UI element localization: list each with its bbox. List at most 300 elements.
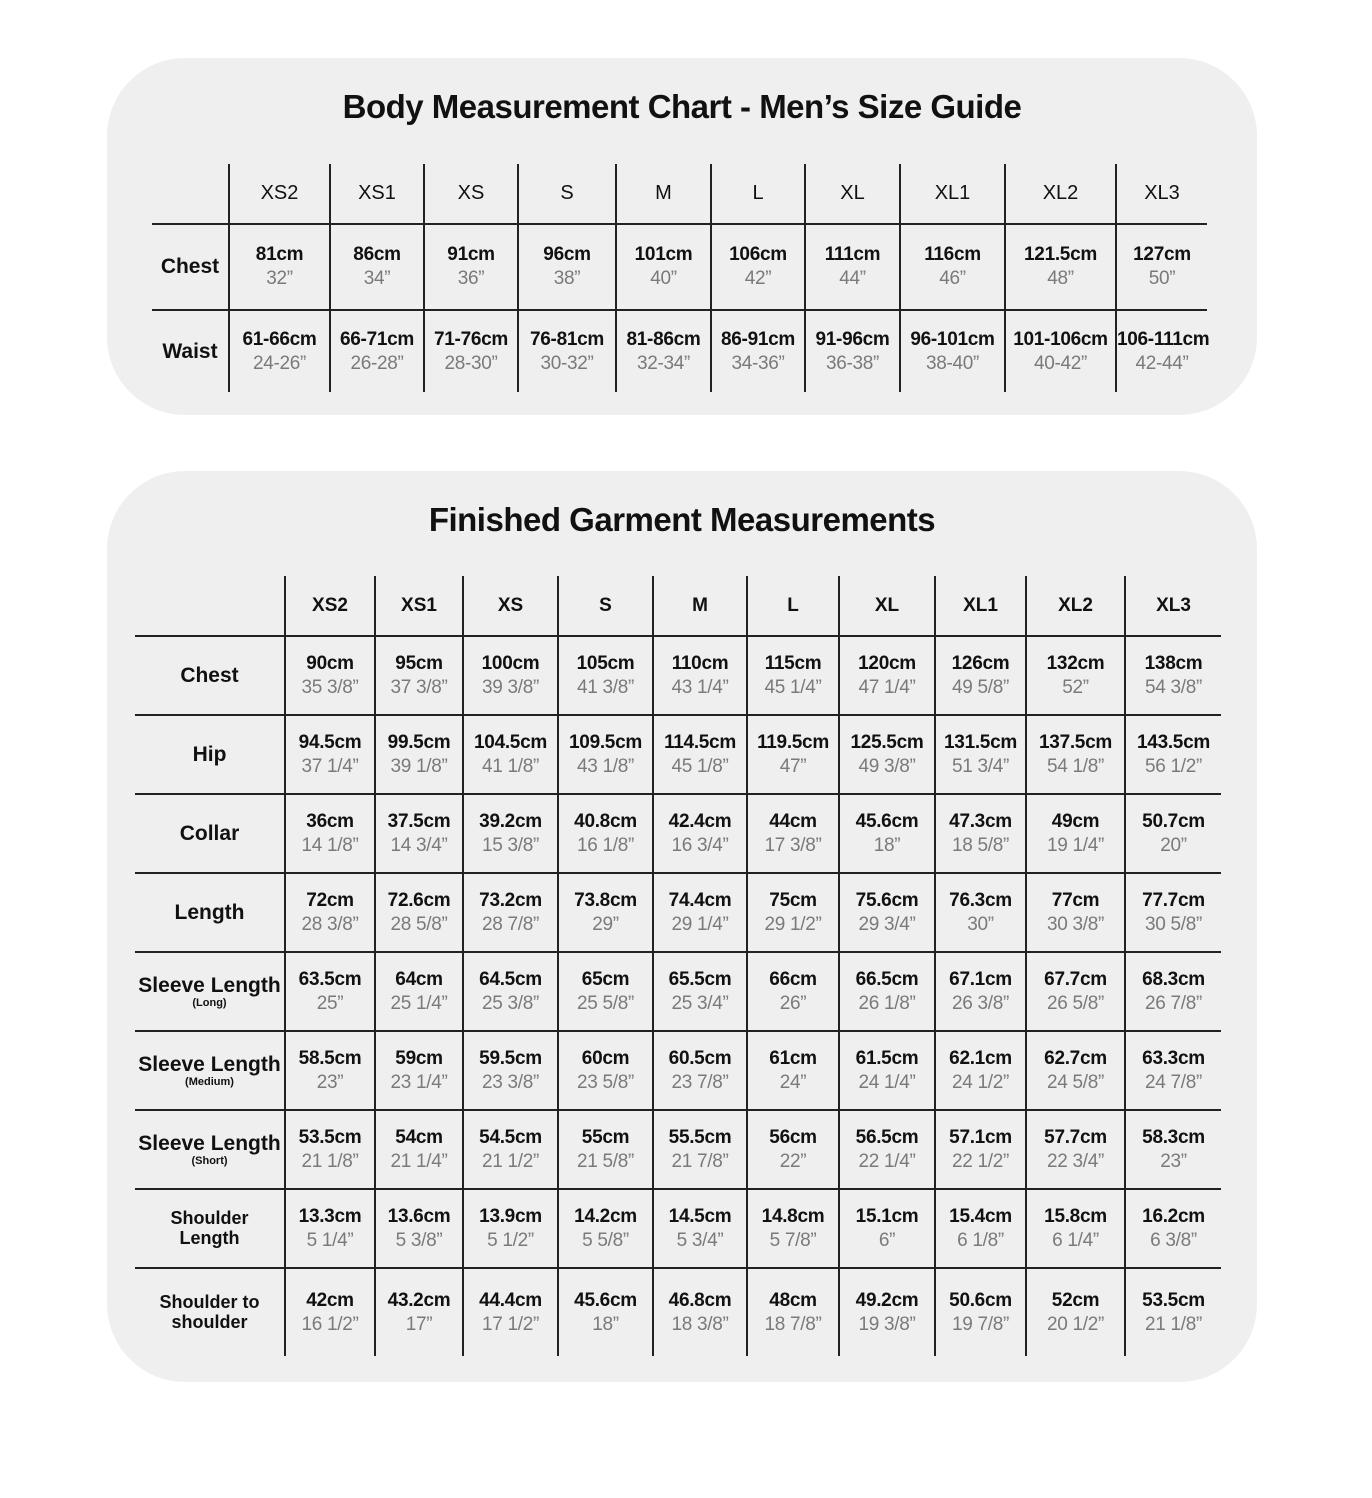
inch-value: 5 1/4” [306, 1229, 354, 1251]
inch-value: 18 3/8” [671, 1313, 729, 1335]
row-label-text: Sleeve Length [138, 1131, 281, 1155]
inch-value: 21 1/4” [390, 1150, 448, 1172]
measurement-cell [375, 715, 463, 794]
measurement-cell [935, 1110, 1026, 1189]
size-header-s: S [558, 576, 653, 636]
measurement-cell [1026, 715, 1125, 794]
cm-value: 90cm [306, 652, 354, 674]
cm-value: 137.5cm [1039, 731, 1112, 753]
measurement-cell [375, 952, 463, 1031]
cm-value: 48cm [769, 1289, 817, 1311]
inch-value: 23” [316, 1071, 344, 1093]
inch-value: 40-42” [1033, 352, 1088, 374]
inch-value: 14 3/4” [390, 834, 448, 856]
row-sublabel: (Medium) [185, 1076, 234, 1089]
cm-value: 73.2cm [479, 889, 542, 911]
inch-value: 21 7/8” [671, 1150, 729, 1172]
table-row [135, 794, 1221, 873]
measurement-cell [1026, 794, 1125, 873]
table-row [135, 1189, 1221, 1268]
cm-value: 109.5cm [569, 731, 642, 753]
cm-value: 96-101cm [910, 328, 995, 350]
cm-value: 57.7cm [1044, 1126, 1107, 1148]
measurement-cell [1125, 1031, 1221, 1110]
inch-value: 36” [457, 268, 485, 289]
inch-value: 30-32” [540, 352, 594, 374]
size-header-xl2: XL2 [1005, 164, 1116, 224]
cm-value: 62.1cm [949, 1047, 1012, 1069]
measurement-cell [424, 310, 518, 392]
cm-value: 46.8cm [668, 1289, 732, 1311]
inch-value: 49 5/8” [951, 676, 1010, 698]
table-row [135, 1268, 1221, 1356]
cm-value: 45.6cm [855, 810, 919, 832]
row-label [152, 224, 229, 310]
inch-value: 26 5/8” [1046, 992, 1105, 1014]
measurement-cell [747, 1110, 839, 1189]
inch-value: 23 3/8” [481, 1071, 540, 1093]
measurement-cell [653, 952, 747, 1031]
measurement-cell [375, 1031, 463, 1110]
cm-value: 126cm [951, 652, 1010, 674]
inch-value: 46” [939, 268, 966, 289]
measurement-cell [558, 1110, 653, 1189]
cm-value: 58.3cm [1142, 1126, 1205, 1148]
measurement-cell [653, 794, 747, 873]
size-header-xl: XL [805, 164, 900, 224]
cm-value: 62.7cm [1044, 1047, 1107, 1069]
measurement-cell [935, 794, 1026, 873]
cm-value: 16.2cm [1142, 1205, 1205, 1227]
measurement-cell [285, 636, 375, 715]
body-chart-title: Body Measurement Chart - Men’s Size Guide [342, 88, 1022, 125]
row-label-text: Sleeve Length [138, 1052, 281, 1076]
inch-value: 52” [1062, 676, 1089, 698]
measurement-cell [1026, 873, 1125, 952]
row-label [135, 873, 285, 952]
inch-value: 24 7/8” [1144, 1071, 1203, 1093]
cm-value: 14.2cm [574, 1205, 637, 1227]
inch-value: 18” [873, 834, 901, 856]
measurement-cell [285, 715, 375, 794]
inch-value: 16 1/2” [301, 1313, 359, 1335]
inch-value: 23 7/8” [671, 1071, 729, 1093]
measurement-cell [558, 1031, 653, 1110]
inch-value: 22 1/4” [858, 1150, 916, 1172]
measurement-cell [805, 224, 900, 310]
table-row [152, 224, 1207, 310]
cm-value: 58.5cm [298, 1047, 362, 1069]
inch-value: 22 1/2” [951, 1150, 1010, 1172]
measurement-cell [653, 1110, 747, 1189]
measurement-cell [463, 952, 558, 1031]
cm-value: 99.5cm [387, 731, 451, 753]
inch-value: 30” [967, 913, 994, 935]
cm-value: 55.5cm [668, 1126, 732, 1148]
row-label [135, 636, 285, 715]
inch-value: 45 1/4” [764, 676, 822, 698]
row-label-text: Shoulder [170, 1207, 249, 1228]
cm-value: 106cm [729, 244, 787, 265]
cm-value: 95cm [395, 652, 443, 674]
cm-value: 116cm [924, 244, 981, 265]
cm-value: 44.4cm [479, 1289, 542, 1311]
table-corner [135, 576, 285, 636]
measurement-cell [558, 1268, 653, 1356]
inch-value: 25 5/8” [576, 992, 635, 1014]
measurement-cell [900, 310, 1005, 392]
inch-value: 44” [839, 268, 866, 289]
inch-value: 26” [779, 992, 807, 1014]
cm-value: 42.4cm [668, 810, 732, 832]
inch-value: 21 5/8” [576, 1150, 635, 1172]
measurement-cell [1005, 310, 1116, 392]
measurement-cell [747, 952, 839, 1031]
inch-value: 26 3/8” [951, 992, 1010, 1014]
inch-value: 24 1/2” [951, 1071, 1010, 1093]
row-label-text-line2: Length [179, 1227, 240, 1248]
inch-value: 22 3/4” [1046, 1150, 1105, 1172]
inch-value: 47 1/4” [858, 676, 916, 698]
inch-value: 47” [779, 755, 807, 777]
measurement-cell [839, 1189, 935, 1268]
cm-value: 60cm [581, 1047, 630, 1069]
measurement-cell [463, 715, 558, 794]
cm-value: 64.5cm [479, 968, 542, 990]
inch-value: 49 3/8” [858, 755, 916, 777]
size-header-xs1: XS1 [330, 164, 424, 224]
row-label-text: Length [174, 900, 245, 924]
measurement-cell [747, 873, 839, 952]
measurement-cell [1125, 794, 1221, 873]
cm-value: 72.6cm [387, 889, 451, 911]
cm-value: 75cm [769, 889, 817, 911]
cm-value: 64cm [395, 968, 443, 990]
size-header-l: L [747, 576, 839, 636]
cm-value: 47.3cm [949, 810, 1012, 832]
measurement-cell [463, 1189, 558, 1268]
cm-value: 52cm [1051, 1289, 1100, 1311]
inch-value: 19 7/8” [951, 1313, 1010, 1335]
cm-value: 43.2cm [387, 1289, 451, 1311]
inch-value: 18 5/8” [951, 834, 1010, 856]
measurement-cell [653, 873, 747, 952]
size-header-xs2: XS2 [285, 576, 375, 636]
inch-value: 24” [779, 1071, 807, 1093]
cm-value: 61.5cm [855, 1047, 919, 1069]
cm-value: 76-81cm [530, 328, 604, 350]
table-row [135, 1110, 1221, 1189]
cm-value: 75.6cm [855, 889, 919, 911]
cm-value: 67.1cm [949, 968, 1012, 990]
cm-value: 115cm [764, 652, 822, 674]
cm-value: 66cm [769, 968, 817, 990]
measurement-cell [1125, 636, 1221, 715]
cm-value: 56cm [769, 1126, 817, 1148]
cm-value: 50.6cm [949, 1289, 1012, 1311]
measurement-cell [463, 1110, 558, 1189]
cm-value: 94.5cm [298, 731, 362, 753]
inch-value: 54 3/8” [1144, 676, 1203, 698]
inch-value: 30 5/8” [1144, 913, 1203, 935]
measurement-cell [839, 1031, 935, 1110]
cm-value: 60.5cm [668, 1047, 732, 1069]
inch-value: 30 3/8” [1046, 913, 1105, 935]
size-header-xl3: XL3 [1116, 164, 1207, 224]
cm-value: 15.8cm [1044, 1205, 1107, 1227]
inch-value: 18 7/8” [764, 1313, 822, 1335]
size-header-xl1: XL1 [900, 164, 1005, 224]
inch-value: 22” [779, 1150, 807, 1172]
measurement-cell [463, 636, 558, 715]
inch-value: 43 1/8” [576, 755, 635, 777]
inch-value: 38” [553, 268, 581, 289]
cm-value: 14.5cm [668, 1205, 732, 1227]
measurement-cell [1116, 224, 1207, 310]
cm-value: 68.3cm [1142, 968, 1205, 990]
measurement-cell [375, 794, 463, 873]
inch-value: 17” [405, 1313, 433, 1335]
cm-value: 67.7cm [1044, 968, 1107, 990]
measurement-cell [747, 1268, 839, 1356]
garment-chart-title: Finished Garment Measurements [428, 501, 936, 538]
measurement-cell [747, 715, 839, 794]
measurement-cell [285, 873, 375, 952]
inch-value: 21 1/2” [481, 1150, 540, 1172]
measurement-cell [463, 1031, 558, 1110]
measurement-cell [1026, 952, 1125, 1031]
measurement-cell [805, 310, 900, 392]
cm-value: 44cm [769, 810, 817, 832]
cm-value: 119.5cm [757, 731, 829, 753]
inch-value: 23” [1160, 1150, 1187, 1172]
measurement-cell [747, 636, 839, 715]
inch-value: 29 1/4” [671, 913, 729, 935]
cm-value: 63.3cm [1142, 1047, 1205, 1069]
cm-value: 49.2cm [855, 1289, 919, 1311]
cm-value: 73.8cm [574, 889, 637, 911]
inch-value: 41 3/8” [576, 676, 635, 698]
cm-value: 37.5cm [387, 810, 451, 832]
cm-value: 71-76cm [434, 328, 508, 350]
inch-value: 29 1/2” [764, 913, 822, 935]
row-label-text: Shoulder to [159, 1291, 260, 1312]
cm-value: 127cm [1133, 244, 1191, 265]
measurement-cell [424, 224, 518, 310]
size-header-xl1: XL1 [935, 576, 1026, 636]
measurement-cell [1026, 1268, 1125, 1356]
size-header-l: L [711, 164, 805, 224]
table-row [135, 715, 1221, 794]
cm-value: 111cm [824, 244, 881, 265]
cm-value: 74.4cm [668, 889, 732, 911]
inch-value: 16 1/8” [576, 834, 635, 856]
measurement-cell [375, 1189, 463, 1268]
measurement-cell [330, 224, 424, 310]
row-label-text: Chest [160, 255, 220, 279]
inch-value: 39 3/8” [481, 676, 540, 698]
row-label [135, 715, 285, 794]
cm-value: 40.8cm [574, 810, 637, 832]
measurement-cell [747, 1189, 839, 1268]
inch-value: 25 1/4” [390, 992, 448, 1014]
measurement-cell [839, 1268, 935, 1356]
row-label-text: Collar [179, 821, 240, 845]
measurement-cell [229, 224, 330, 310]
cm-value: 54cm [395, 1126, 443, 1148]
inch-value: 15 3/8” [481, 834, 540, 856]
inch-value: 35 3/8” [301, 676, 359, 698]
measurement-cell [935, 1031, 1026, 1110]
inch-value: 28 3/8” [301, 913, 359, 935]
cm-value: 86-91cm [721, 328, 795, 350]
measurement-cell [616, 310, 711, 392]
inch-value: 37 1/4” [301, 755, 359, 777]
inch-value: 26 7/8” [1144, 992, 1203, 1014]
cm-value: 50.7cm [1142, 810, 1205, 832]
inch-value: 16 3/4” [671, 834, 729, 856]
inch-value: 37 3/8” [390, 676, 448, 698]
inch-value: 14 1/8” [301, 834, 359, 856]
measurement-cell [839, 715, 935, 794]
measurement-cell [1125, 715, 1221, 794]
measurement-cell [747, 794, 839, 873]
measurement-cell [285, 1031, 375, 1110]
cm-value: 138cm [1144, 652, 1203, 674]
measurement-cell [616, 224, 711, 310]
inch-value: 6 3/8” [1150, 1229, 1197, 1251]
inch-value: 24 5/8” [1046, 1071, 1105, 1093]
measurement-cell [1125, 952, 1221, 1031]
cm-value: 14.8cm [761, 1205, 825, 1227]
inch-value: 25” [316, 992, 344, 1014]
cm-value: 91cm [447, 244, 495, 265]
measurement-cell [935, 873, 1026, 952]
cm-value: 106-111cm [1117, 328, 1210, 350]
inch-value: 28-30” [444, 352, 498, 374]
cm-value: 59.5cm [479, 1047, 542, 1069]
cm-value: 114.5cm [664, 731, 736, 753]
cm-value: 66.5cm [855, 968, 919, 990]
cm-value: 96cm [543, 244, 591, 265]
size-header-m: M [616, 164, 711, 224]
cm-value: 54.5cm [479, 1126, 542, 1148]
cm-value: 15.4cm [949, 1205, 1012, 1227]
row-label [135, 1268, 285, 1356]
cm-value: 110cm [671, 652, 729, 674]
measurement-cell [558, 873, 653, 952]
cm-value: 13.6cm [387, 1205, 451, 1227]
cm-value: 101cm [634, 244, 693, 265]
cm-value: 45.6cm [574, 1289, 637, 1311]
measurement-cell [558, 1189, 653, 1268]
cm-value: 57.1cm [949, 1126, 1012, 1148]
measurement-cell [558, 636, 653, 715]
measurement-cell [839, 636, 935, 715]
measurement-cell [285, 1189, 375, 1268]
cm-value: 61cm [769, 1047, 817, 1069]
inch-value: 6 1/4” [1052, 1229, 1099, 1251]
cm-value: 65cm [581, 968, 630, 990]
measurement-cell [518, 224, 616, 310]
measurement-cell [463, 794, 558, 873]
measurement-cell [839, 873, 935, 952]
inch-value: 19 1/4” [1046, 834, 1105, 856]
measurement-cell [935, 1189, 1026, 1268]
table-row [135, 636, 1221, 715]
cm-value: 81-86cm [626, 328, 701, 350]
measurement-cell [1125, 873, 1221, 952]
size-header-s: S [518, 164, 616, 224]
cm-value: 56.5cm [855, 1126, 919, 1148]
cm-value: 36cm [306, 810, 354, 832]
cm-value: 76.3cm [949, 889, 1012, 911]
measurement-cell [1005, 224, 1116, 310]
cm-value: 42cm [306, 1289, 354, 1311]
measurement-cell [935, 636, 1026, 715]
inch-value: 17 1/2” [481, 1313, 540, 1335]
inch-value: 6” [878, 1229, 896, 1251]
cm-value: 86cm [353, 244, 401, 265]
table-row [152, 310, 1207, 392]
measurement-cell [1116, 310, 1210, 392]
inch-value: 28 5/8” [390, 913, 448, 935]
cm-value: 66-71cm [340, 328, 414, 350]
cm-value: 59cm [395, 1047, 443, 1069]
row-label-text-line2: shoulder [171, 1311, 248, 1332]
measurement-cell [285, 1268, 375, 1356]
inch-value: 41 1/8” [481, 755, 540, 777]
measurement-cell [1125, 1189, 1221, 1268]
table-row [135, 952, 1221, 1031]
inch-value: 40” [650, 268, 677, 289]
inch-value: 19 3/8” [858, 1313, 916, 1335]
inch-value: 25 3/4” [671, 992, 729, 1014]
row-label-text: Sleeve Length [138, 973, 281, 997]
body-measurement-table [152, 164, 1210, 392]
measurement-cell [1026, 1110, 1125, 1189]
cm-value: 100cm [481, 652, 540, 674]
cm-value: 125.5cm [850, 731, 924, 753]
measurement-cell [375, 636, 463, 715]
cm-value: 39.2cm [479, 810, 542, 832]
measurement-cell [1026, 1189, 1125, 1268]
measurement-cell [711, 224, 805, 310]
measurement-cell [839, 794, 935, 873]
inch-value: 42-44” [1135, 352, 1189, 374]
size-header-xs: XS [463, 576, 558, 636]
inch-value: 6 1/8” [957, 1229, 1004, 1251]
inch-value: 21 1/8” [301, 1150, 359, 1172]
inch-value: 5 5/8” [582, 1229, 629, 1251]
inch-value: 20” [1160, 834, 1187, 856]
cm-value: 65.5cm [668, 968, 732, 990]
cm-value: 131.5cm [944, 731, 1017, 753]
measurement-cell [558, 794, 653, 873]
size-header-xl2: XL2 [1026, 576, 1125, 636]
row-label-text: Hip [192, 742, 227, 766]
measurement-cell [900, 224, 1005, 310]
cm-value: 15.1cm [855, 1205, 919, 1227]
measurement-cell [375, 873, 463, 952]
row-sublabel: (Long) [192, 997, 227, 1010]
inch-value: 25 3/8” [481, 992, 540, 1014]
inch-value: 48” [1047, 268, 1074, 289]
cm-value: 104.5cm [474, 731, 547, 753]
inch-value: 36-38” [825, 352, 880, 374]
cm-value: 132cm [1046, 652, 1105, 674]
garment-measurement-table [135, 576, 1221, 1356]
